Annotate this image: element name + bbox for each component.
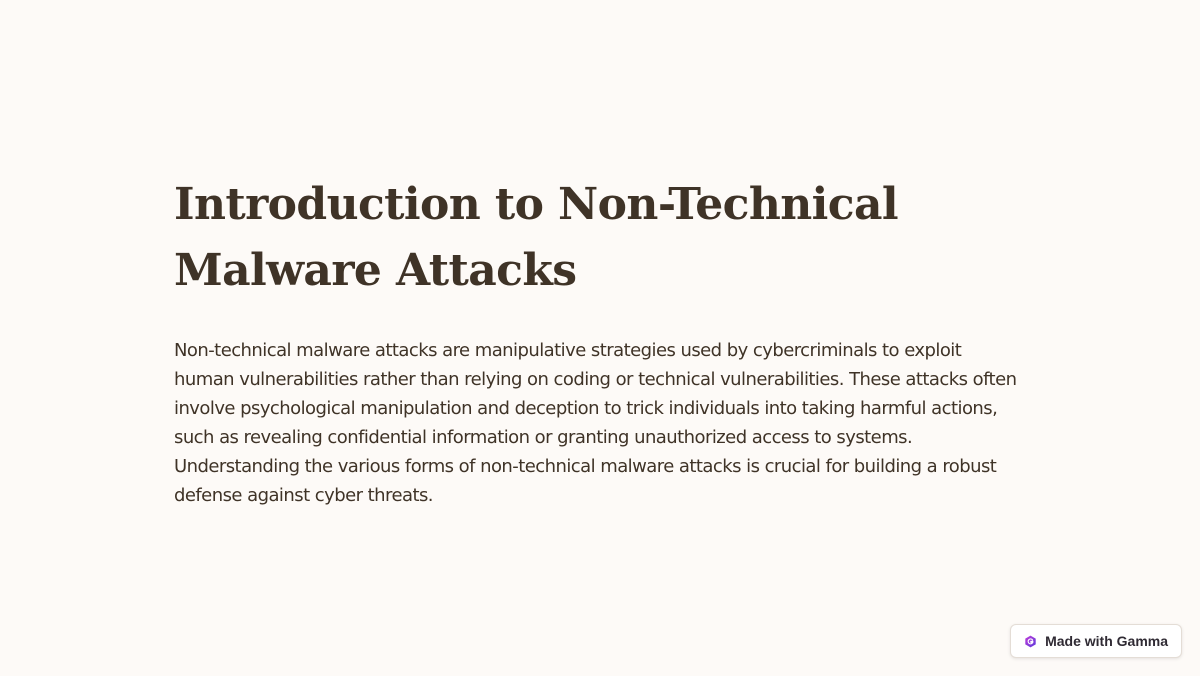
gamma-logo-icon bbox=[1024, 635, 1037, 648]
slide-content bbox=[174, 172, 1034, 510]
slide-body-text: Non-technical malware attacks are manipulative strategies used by cybercriminals to exploit human vulnerabilities rather than relying on coding or technical vulnerabilities. These attacks often involve psychological manipulation and deception to trick individuals into taking harmful actions, such as revealing confidential information or granting unauthorized access to systems. Understanding the various forms of non-technical malware attacks is crucial for building a robust defense against cyber threats. bbox=[174, 340, 1017, 506]
made-with-gamma-badge[interactable] bbox=[1010, 624, 1182, 658]
made-with-gamma-label: Made with Gamma bbox=[1045, 633, 1168, 649]
slide-title: Introduction to Non-Technical Malware Attacks bbox=[174, 179, 898, 296]
